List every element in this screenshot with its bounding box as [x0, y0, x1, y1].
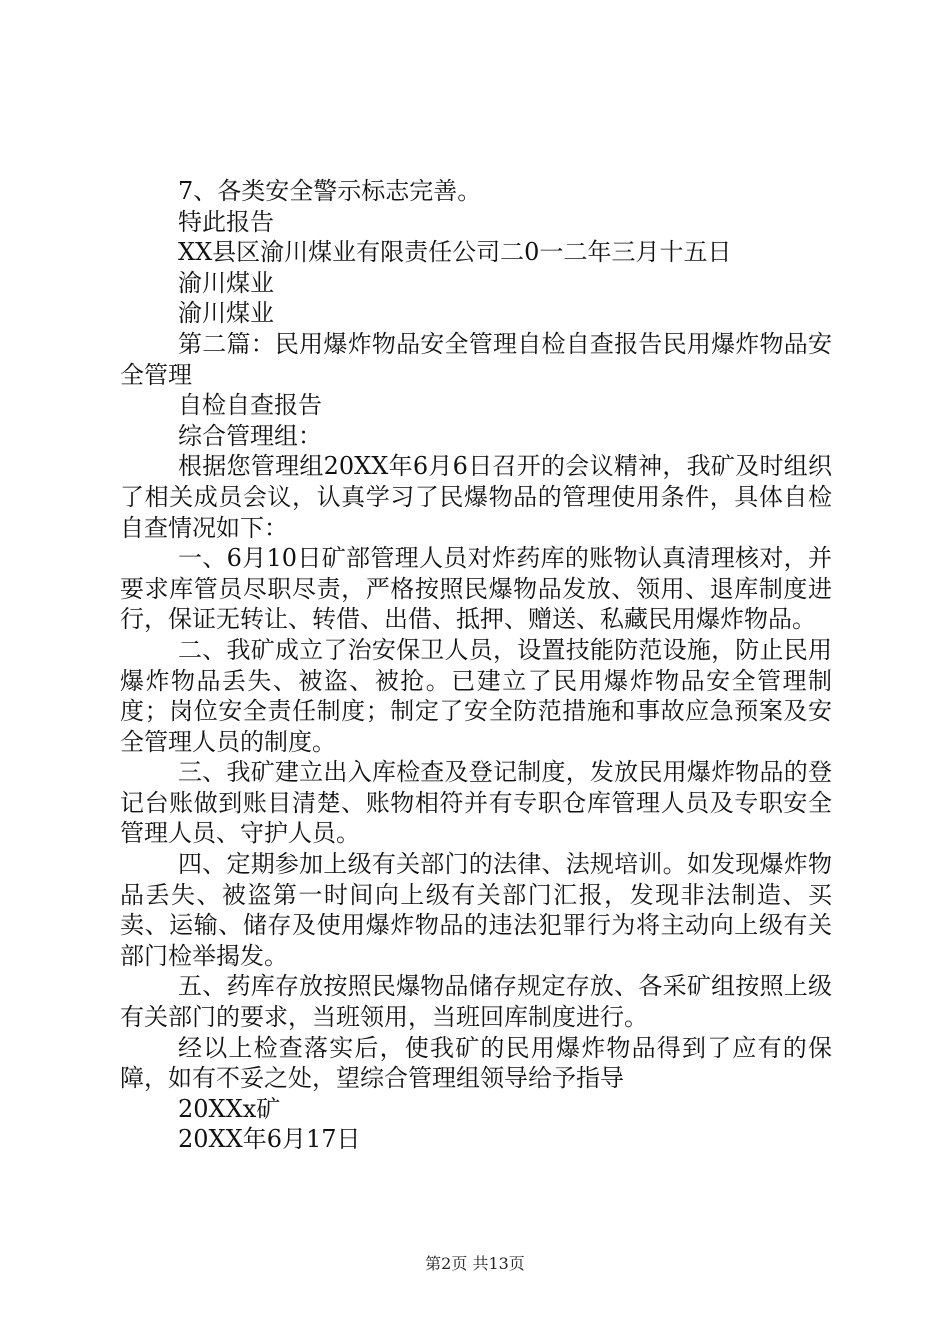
paragraph-intro: 根据您管理组20XX年6月6日召开的会议精神，我矿及时组织了相关成员会议，认真学习了民爆物品的管理使用条件，具体自检自查情况如下：: [120, 452, 832, 542]
text-line-company-date: XX县区渝川煤业有限责任公司二0一二年三月十五日: [178, 238, 732, 267]
section-heading: 第二篇：民用爆炸物品安全管理自检自查报告民用爆炸物品安全管理: [120, 329, 832, 389]
paragraph-item-4: 四、定期参加上级有关部门的法律、法规培训。如发现爆炸物品丢失、被盗第一时间向上级有关部门汇报，发现非法制造、买卖、运输、储存及使用爆炸物品的违法犯罪行为将主动向上级有关部门检举揭发。: [120, 850, 832, 970]
paragraph-item-5: 五、药库存放按照民爆物品储存规定存放、各采矿组按照上级有关部门的要求，当班领用，当班回库制度进行。: [120, 972, 832, 1032]
text-line-company-1: 渝川煤业: [178, 268, 274, 297]
paragraph-item-1: 一、6月10日矿部管理人员对炸药库的账物认真清理核对，并要求库管员尽职尽责，严格按照民爆物品发放、领用、退库制度进行，保证无转让、转借、出借、抵押、赠送、私藏民用爆炸物品。: [120, 544, 832, 634]
paragraph-item-3: 三、我矿建立出入库检查及登记制度，发放民用爆炸物品的登记台账做到账目清楚、账物相符并有专职仓库管理人员及专职安全管理人员、守护人员。: [120, 758, 832, 848]
recipient-line: 综合管理组：: [178, 421, 322, 450]
page-footer: 第2页 共13页: [425, 1254, 525, 1273]
paragraph-item-2: 二、我矿成立了治安保卫人员，设置技能防范设施，防止民用爆炸物品丢失、被盗、被抢。已建立了民用爆炸物品安全管理制度；岗位安全责任制度；制定了安全防范措施和事故应急预案及安全管理人员的制度。: [120, 635, 832, 756]
text-line-report: 特此报告: [178, 207, 274, 236]
document-body: [120, 176, 832, 1155]
paragraph-conclusion: 经以上检查落实后，使我矿的民用爆炸物品得到了应有的保障，如有不妥之处，望综合管理组领导给予指导: [120, 1033, 832, 1093]
text-line-company-2: 渝川煤业: [178, 299, 274, 328]
signature-line: 20XXx矿: [178, 1094, 281, 1123]
date-line: 20XX年6月17日: [178, 1125, 361, 1154]
text-line-item-7: 7、各类安全警示标志完善。: [178, 177, 482, 205]
report-title: 自检自查报告: [178, 391, 322, 420]
